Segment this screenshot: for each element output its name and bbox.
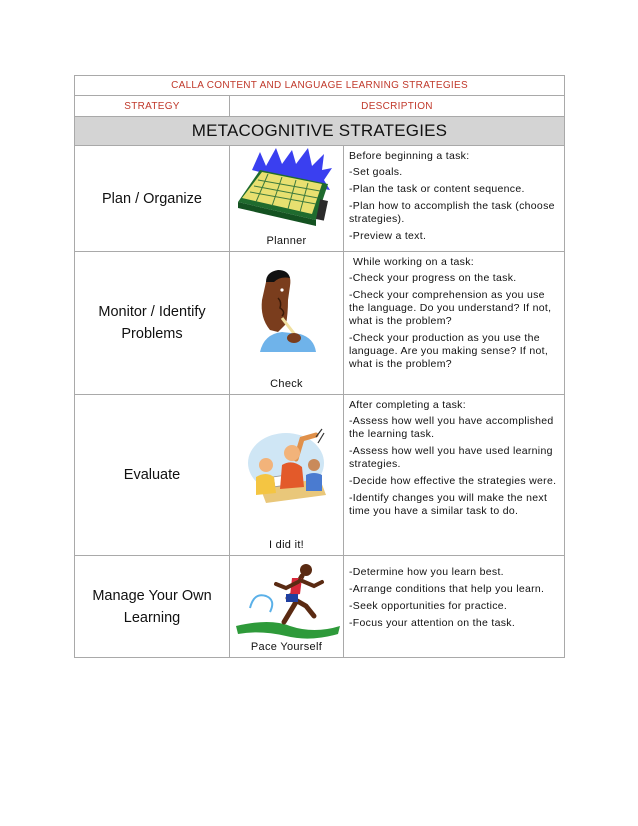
strategy-name: Plan / Organize bbox=[75, 146, 230, 252]
description-intro: While working on a task: bbox=[353, 256, 474, 268]
description-item: -Check your comprehension as you use the language. Do you understand? If not, what is the problem? bbox=[349, 289, 552, 327]
description-item: -Decide how effective the strategies were. bbox=[349, 475, 557, 487]
table-title: CALLA CONTENT AND LANGUAGE LEARNING STRATEGIES bbox=[75, 76, 565, 96]
table-row bbox=[75, 556, 565, 658]
section-heading: METACOGNITIVE STRATEGIES bbox=[75, 117, 565, 146]
strategy-name: Manage Your Own Learning bbox=[75, 556, 230, 658]
strategy-name: Evaluate bbox=[75, 395, 230, 556]
image-caption: Pace Yourself bbox=[250, 641, 323, 653]
table-row bbox=[75, 395, 565, 556]
description-item: -Check your production as you use the language. Are you making sense? If not, what is the problem? bbox=[349, 332, 549, 370]
description-item: -Preview a text. bbox=[349, 230, 427, 242]
thinking-person-icon bbox=[230, 252, 344, 356]
table-row bbox=[75, 146, 565, 252]
description-item: -Plan how to accomplish the task (choose strategies). bbox=[349, 200, 555, 225]
description-cell bbox=[344, 146, 565, 252]
description-cell bbox=[344, 395, 565, 556]
description-item: -Identify changes you will make the next time you have a similar task to do. bbox=[349, 492, 548, 517]
strategy-image-cell bbox=[230, 556, 344, 658]
description-item: -Set goals. bbox=[349, 166, 403, 178]
column-header-description: DESCRIPTION bbox=[230, 96, 565, 117]
description-cell bbox=[344, 252, 565, 395]
description-intro: After completing a task: bbox=[349, 399, 466, 411]
description-cell bbox=[344, 556, 565, 658]
description-item: -Plan the task or content sequence. bbox=[349, 183, 525, 195]
strategy-image-cell bbox=[230, 146, 344, 252]
description-item: -Focus your attention on the task. bbox=[349, 617, 516, 629]
strategy-image-cell bbox=[230, 252, 344, 395]
strategy-image-cell bbox=[230, 395, 344, 556]
strategies-table bbox=[74, 75, 565, 658]
description-item: -Assess how well you have used learning strategies. bbox=[349, 445, 553, 470]
image-caption: Check bbox=[270, 378, 303, 390]
strategy-name: Monitor / Identify Problems bbox=[75, 252, 230, 395]
image-caption: I did it! bbox=[268, 539, 305, 551]
description-item: -Arrange conditions that help you learn. bbox=[349, 583, 545, 595]
planner-book-icon bbox=[230, 146, 344, 236]
description-item: -Assess how well you have accomplished the learning task. bbox=[349, 415, 554, 440]
runner-icon bbox=[230, 556, 344, 642]
description-item: -Determine how you learn best. bbox=[349, 566, 504, 578]
description-item: -Seek opportunities for practice. bbox=[349, 600, 508, 612]
image-caption: Planner bbox=[266, 235, 307, 247]
description-item: -Check your progress on the task. bbox=[349, 272, 517, 284]
description-intro: Before beginning a task: bbox=[349, 150, 470, 162]
column-header-strategy: STRATEGY bbox=[75, 96, 230, 117]
celebrating-students-icon bbox=[230, 395, 344, 515]
table-row bbox=[75, 252, 565, 395]
